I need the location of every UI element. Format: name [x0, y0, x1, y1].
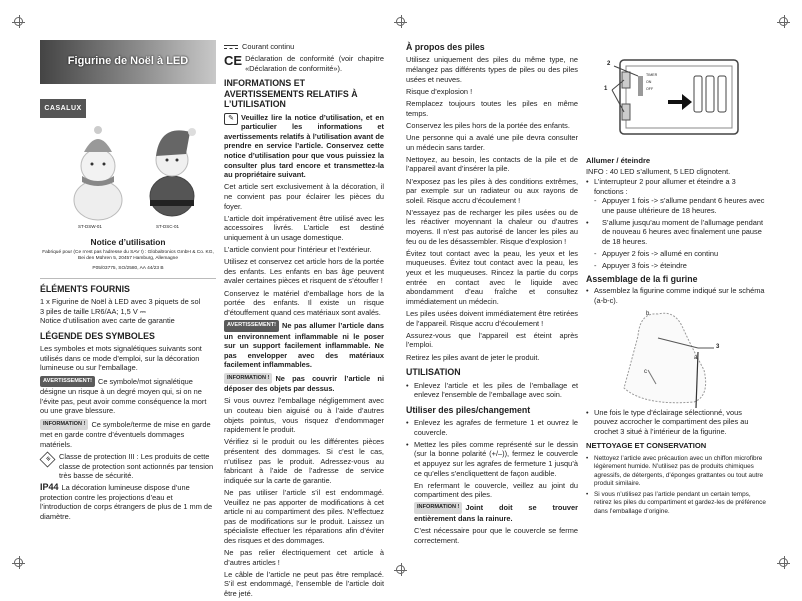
safety-text: Conservez le matériel d’emballage hors de la portée des enfants. Il existe un risque d’étouffement quand ces matériaux sont avalés. [224, 288, 384, 317]
supplied-item: Notice d’utilisation avec carte de garantie [40, 316, 175, 326]
information-icon: INFORMATION ! [40, 419, 88, 431]
warning-icon: AVERTISSEMENT! [40, 376, 95, 388]
battery-box-drawing [586, 52, 766, 144]
registration-mark [14, 17, 23, 26]
warning-icon: AVERTISSEMENT! [224, 320, 279, 332]
snowman-figure [74, 126, 122, 220]
figure-label-2: 2 [607, 61, 611, 67]
figure-label-3: 3 [716, 343, 720, 350]
switch-step-2: - Appuyer 2 fois -> allumé en continu [586, 249, 766, 259]
registration-mark [779, 558, 788, 567]
battery-text: Retirez les piles avant de jeter le produit. [406, 352, 540, 362]
legend-warning: AVERTISSEMENT! Ce symbole/mot signalétique désigne un risque à un degré moyen qui, si on ne l’évite pas, peut avoir comme conséquence la mort ou une grave blessure. [40, 376, 207, 416]
safety-text: L’article convient pour l’intérieur et l’extérieur. [224, 245, 372, 255]
notice-title: Notice d’utilisation [90, 237, 166, 247]
change-step: C’est nécessaire pour que le couvercle se ferme correctement. [414, 526, 578, 545]
manufacturer: Fabriqué pour (Ce n’est pas l’adresse du SAV !) : Globaltronics GmbH & Co. KG, Bei den Mühren 5, 20457 Hamburg, Allemagne [42, 249, 214, 261]
protection-class-3-icon: III [40, 451, 56, 467]
supplied-item: 1 x Figurine de Noël à LED avec 3 piquets de sol [40, 297, 201, 306]
model-code-2: ST-DSC-01 [156, 224, 180, 229]
battery-text: Assurez-vous que l’appareil est éteint après l’emploi. [406, 330, 578, 350]
switch-step-3: - Appuyer 3 fois -> éteindre [586, 261, 766, 271]
safety-text: Vérifiez si le produit ou les différentes pièces présentent des dommages. Si c’est le cas, n’utilisez pas le produit. Adressez-vous au fabricant à l’aide de l’adresse de service indiquée sur la carte de garantie. [224, 437, 384, 485]
info-line: INFO : 40 LED s’allument, 5 LED clignotent. [586, 167, 731, 177]
brand-logo: CASALUX [40, 99, 86, 118]
safety-text: Ne pas utiliser l’article s’il est endommagé. Veuillez ne pas apporter de modifications à cet article ni au compartiment des piles. N’effectuez pas de modifications sur le produit. Laissez un spécialiste effectuer les réparations afin d’éviter des risques et des dommages. [224, 487, 384, 545]
change-step: En refermant le couvercle, veillez au joint du compartiment des piles. [414, 480, 578, 500]
legend-ip44: IP44 La décoration lumineuse dispose d’une protection contre les projections d’eau et l’introduction de corps étrangers de plus de 1 mm de diamètre. [40, 482, 213, 522]
registration-mark [779, 17, 788, 26]
battery-box-figure [586, 52, 766, 144]
battery-text: Évitez tout contact avec la peau, les yeux et les muqueuses. Évitez tout contact avec la peau, les yeux et les muqueuses. Rincez la partie du corps entrée en contact avec le liquide avec abondamment d’eau fraîche et consultez immédiatement un médecin. [406, 248, 578, 306]
safety-text: Cet article sert exclusivement à la décoration, il ne convient pas pour éclairer les pièces du foyer. [224, 182, 384, 211]
assembly-step: • Assemblez la figurine comme indiqué sur le schéma (a-b-c). [586, 286, 766, 305]
change-step: • Mettez les piles comme représenté sur le dessin (sur la bonne polarité (+/–)), fermez le couvercle et appuyez sur les agrafes de fermeture 1 jusqu’à ce qu’elles s’encliquettent de façon audible. [406, 440, 578, 478]
ce-icon: CE [224, 53, 243, 69]
safety-warning: AVERTISSEMENT! Ne pas allumer l’article dans un environnement inflammable ni le poser sur un support facilement inflammable. Ne pas envelopper avec des matériaux facilement inflammables. [224, 320, 384, 370]
switch-label-on: ON [646, 80, 652, 84]
title-banner [40, 40, 216, 84]
column-2 [224, 42, 384, 601]
battery-text: Utilisez uniquement des piles du même type, ne mélangez pas différents types de piles ou des piles usées et neuves. [406, 55, 578, 84]
model-code-1: ST-DSW-01 [78, 224, 102, 229]
figure-assembly-drawing [586, 308, 766, 408]
switch-label-timer: TIMER [646, 73, 658, 77]
battery-text: Les piles usées doivent immédiatement être retirées de l’appareil. Risque accru d’écoulement ! [406, 309, 578, 328]
santa-figure [150, 128, 196, 216]
cleaning-step: • Si vous n’utilisez pas l’article pendant un certain temps, retirez les piles du compartiment et gardez-les de préférence dans l’emballage d’origine. [586, 491, 766, 516]
registration-mark [396, 17, 405, 26]
safety-text: Le câble de l’article ne peut pas être remplacé. S’il est endommagé, l’ensemble de l’article doit être jeté. [224, 569, 384, 599]
battery-text: N’exposez pas les piles à des conditions extrêmes, par exemple sur un radiateur ou aux rayons de soleil. Risque accru d’écoulement ! [406, 176, 578, 205]
battery-text: Une personne qui a avalé une pile devra consulter un médecin sans tarder. [406, 132, 578, 152]
change-batteries-heading: Utiliser des piles/changement [406, 404, 531, 415]
column-1 [40, 40, 216, 524]
legend-information: INFORMATION ! Ce symbole/terme de mise en garde met en garde contre d’éventuels dommages matériels. [40, 419, 211, 449]
information-icon: INFORMATION ! [414, 502, 462, 514]
figure-label-c: c [644, 368, 647, 375]
legend-heading: LÉGENDE DES SYMBOLES [40, 330, 155, 341]
supplied-heading: ÉLÉMENTS FOURNIS [40, 283, 130, 294]
dc-icon [224, 45, 238, 49]
legend-intro: Les symboles et mots signalétiques suivants sont utilisés dans ce mode d’emploi, sur la décoration lumineuse ou sur l’emballage. [40, 344, 202, 373]
product-images [40, 118, 216, 228]
figure-label-b: b [646, 310, 650, 317]
safety-text: Si vous ouvrez l’emballage négligemment avec un couteau bien aiguisé ou à l’aide d’autres objets pointus, vous risquez d’endommager rapidement le produit. [224, 396, 384, 435]
safety-text: Ne pas relier électriquement cet article à d’autres articles ! [224, 548, 384, 567]
safety-heading: INFORMATIONS ET AVERTISSEMENTS RELATIFS À L’UTILISATION [224, 78, 358, 110]
ce-legend: CE Déclaration de conformité (voir chapitre «Déclaration de conformité»). [224, 53, 384, 73]
figure-label-1: 1 [604, 86, 608, 92]
switch-step-1-note: • S’allume jusqu’au moment de l’allumage pendant de nouveau 6 heures avec finalement une pause de 18 heures. [586, 218, 766, 247]
use-step: • Enlevez l’article et les piles de l’emballage et enlevez l’ensemble de l’emballage avec soin. [406, 381, 578, 400]
switch-label-off: OFF [646, 87, 654, 91]
registration-mark [396, 565, 405, 574]
ip44-icon: IP44 [40, 482, 59, 493]
figure-label-a: a [694, 354, 698, 361]
battery-text: Nettoyez, au besoin, les contacts de la pile et de l’appareil avant d’insérer la pile. [406, 154, 578, 174]
battery-text: N’essayez pas de recharger les piles usées ou de les réactiver moyennant la chaleur ou d’autres moyens. Il n’est pas autorisé de lancer les piles au feu ou de les désassembler. Risque d’explosion ! [406, 207, 578, 246]
dc-legend: Courant continu [224, 42, 384, 52]
change-information: INFORMATION ! Joint doit se trouver entièrement dans la rainure. [414, 503, 578, 523]
on-off-heading: Allumer / éteindre [586, 156, 651, 165]
switch-step-1: - Appuyer 1 fois -> s’allume pendant 6 heures avec une pause ultérieure de 18 heures. [586, 196, 766, 215]
cleaning-step: • Nettoyez l’article avec précaution avec un chiffon microfibre légèrement humide. N’utilisez pas de produits chimiques agressifs, de détergents, d’éponges grattantes ou tout autre produit similaire. [586, 455, 766, 489]
safety-intro: ✎ Veuillez lire la notice d’utilisation, et en particulier les informations et avertissements relatifs à l’utilisation avant de prendre en service l’article. Conservez cette notice d’utilisation pour que vous puissiez la consulter plus tard encore et transmettez-la au propriétaire suivant. [224, 112, 384, 180]
batteries-heading: À propos des piles [406, 42, 485, 52]
snowman-images [40, 118, 216, 228]
change-step: • Enlevez les agrafes de fermeture 1 et ouvrez le couvercle. [406, 418, 578, 437]
battery-text: Remplacez toujours toutes les piles en même temps. [406, 98, 578, 118]
product-numbers: P05/03775, SO/2580, AA 44/23 B [92, 266, 164, 271]
safety-text: Utilisez et conservez cet article hors de la portée des enfants. Les enfants en bas âge peuvent avaler certaines pièces et risquent de s’étouffer ! [224, 257, 384, 286]
product-title: Figurine de Noël à LED [67, 55, 189, 68]
supplied-item: 3 piles de taille LR6/AA; 1,5 V ⎓ [40, 306, 146, 316]
use-heading: UTILISATION [406, 367, 461, 378]
assembly-heading: Assemblage de la fi gurine [586, 273, 698, 284]
column-3 [406, 42, 578, 548]
battery-text: Conservez les piles hors de la portée des enfants. [406, 120, 570, 130]
hang-battery-step: • Une fois le type d’éclairage sélectionné, vous pouvez accrocher le compartiment des piles au crochet 3 situé à l’intérieur de la figurine. [586, 408, 766, 437]
safety-information: INFORMATION ! Ne pas couvrir l’article ni déposer des objets par dessus. [224, 373, 384, 394]
information-icon: INFORMATION ! [224, 373, 272, 385]
read-manual-icon: ✎ [224, 113, 238, 125]
legend-class3: III Classe de protection III : Les produits de cette classe de protection sont actionnés par tension très basse de sécurité. [40, 452, 216, 481]
safety-text: L’article doit impérativement être utilisé avec les accessoires livrés. L’article est destiné uniquement à un usage domestique. [224, 213, 384, 242]
registration-mark [14, 558, 23, 567]
column-4 [586, 52, 766, 518]
cleaning-heading: NETTOYAGE ET CONSERVATION [586, 441, 707, 451]
switch-intro: • L’interrupteur 2 pour allumer et éteindre a 3 fonctions : [586, 177, 766, 196]
battery-text: Risque d’explosion ! [406, 86, 473, 96]
